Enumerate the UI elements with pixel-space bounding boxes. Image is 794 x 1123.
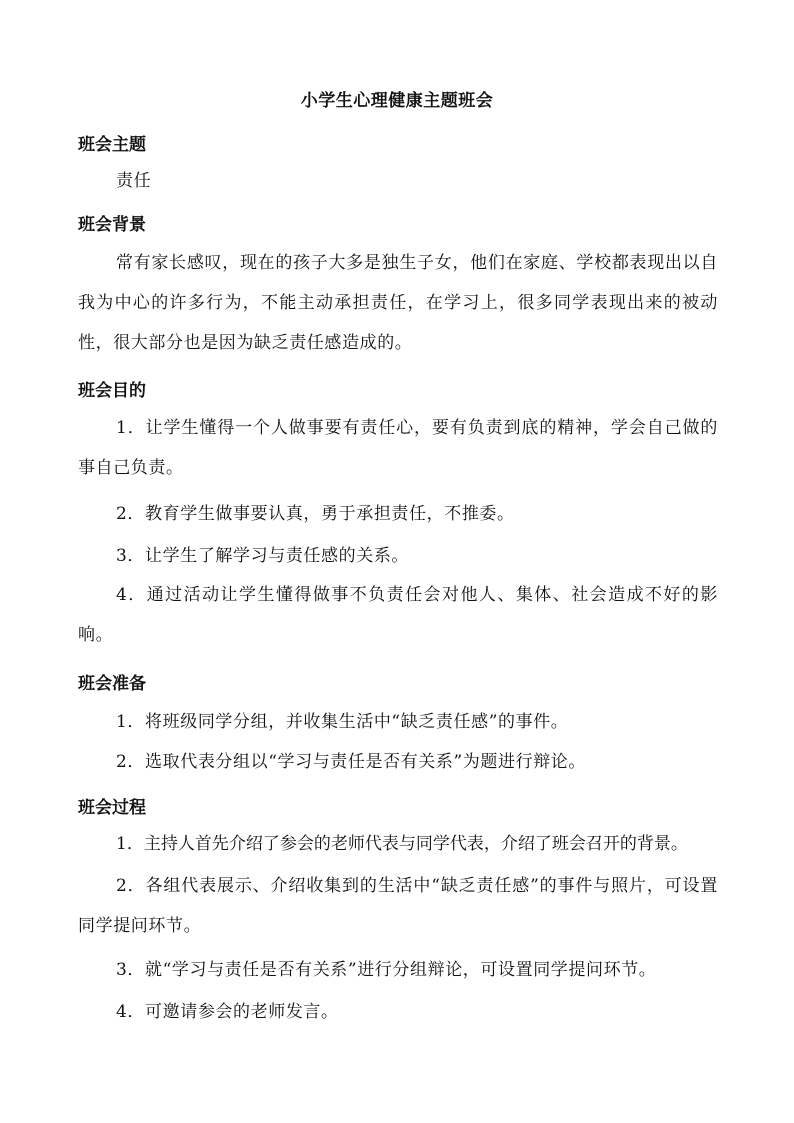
preparation-item-2: 2．选取代表分组以“学习与责任是否有关系”为题进行辩论。 (116, 752, 586, 772)
process-item-1: 1．主持人首先介绍了参会的老师代表与同学代表，介绍了班会召开的背景。 (116, 834, 688, 854)
document-title: 小学生心理健康主题班会 (300, 91, 494, 111)
section-heading-preparation: 班会准备 (78, 674, 146, 694)
background-paragraph: 常有家长感叹，现在的孩子大多是独生子女，他们在家庭、学校都表现出以自我为中心的许多行为，不能主动承担责任，在学习上，很多同学表现出来的被动性，很大部分也是因为缺乏责任感造成的。 (78, 253, 718, 353)
goal-item-1: 1．让学生懂得一个人做事要有责任心，要有负责到底的精神，学会自己做的事自己负责。 (78, 418, 718, 478)
section-heading-process: 班会过程 (78, 798, 146, 818)
preparation-item-1: 1．将班级同学分组，并收集生活中“缺乏责任感”的事件。 (116, 712, 569, 732)
section-heading-theme: 班会主题 (78, 135, 146, 155)
goal-item-4: 4．通过活动让学生懂得做事不负责任会对他人、集体、社会造成不好的影响。 (78, 585, 718, 645)
process-item-3: 3．就“学习与责任是否有关系”进行分组辩论，可设置同学提问环节。 (116, 960, 657, 980)
section-heading-goals: 班会目的 (78, 381, 146, 401)
theme-content: 责任 (116, 171, 152, 191)
goal-item-2: 2．教育学生做事要认真，勇于承担责任，不推委。 (116, 504, 515, 524)
goal-item-3: 3．让学生了解学习与责任感的关系。 (116, 546, 410, 566)
process-item-2: 2．各组代表展示、介绍收集到的生活中“缺乏责任感”的事件与照片，可设置同学提问环节。 (78, 876, 718, 936)
process-item-4: 4．可邀请参会的老师发言。 (116, 1002, 339, 1022)
section-heading-background: 班会背景 (78, 215, 146, 235)
